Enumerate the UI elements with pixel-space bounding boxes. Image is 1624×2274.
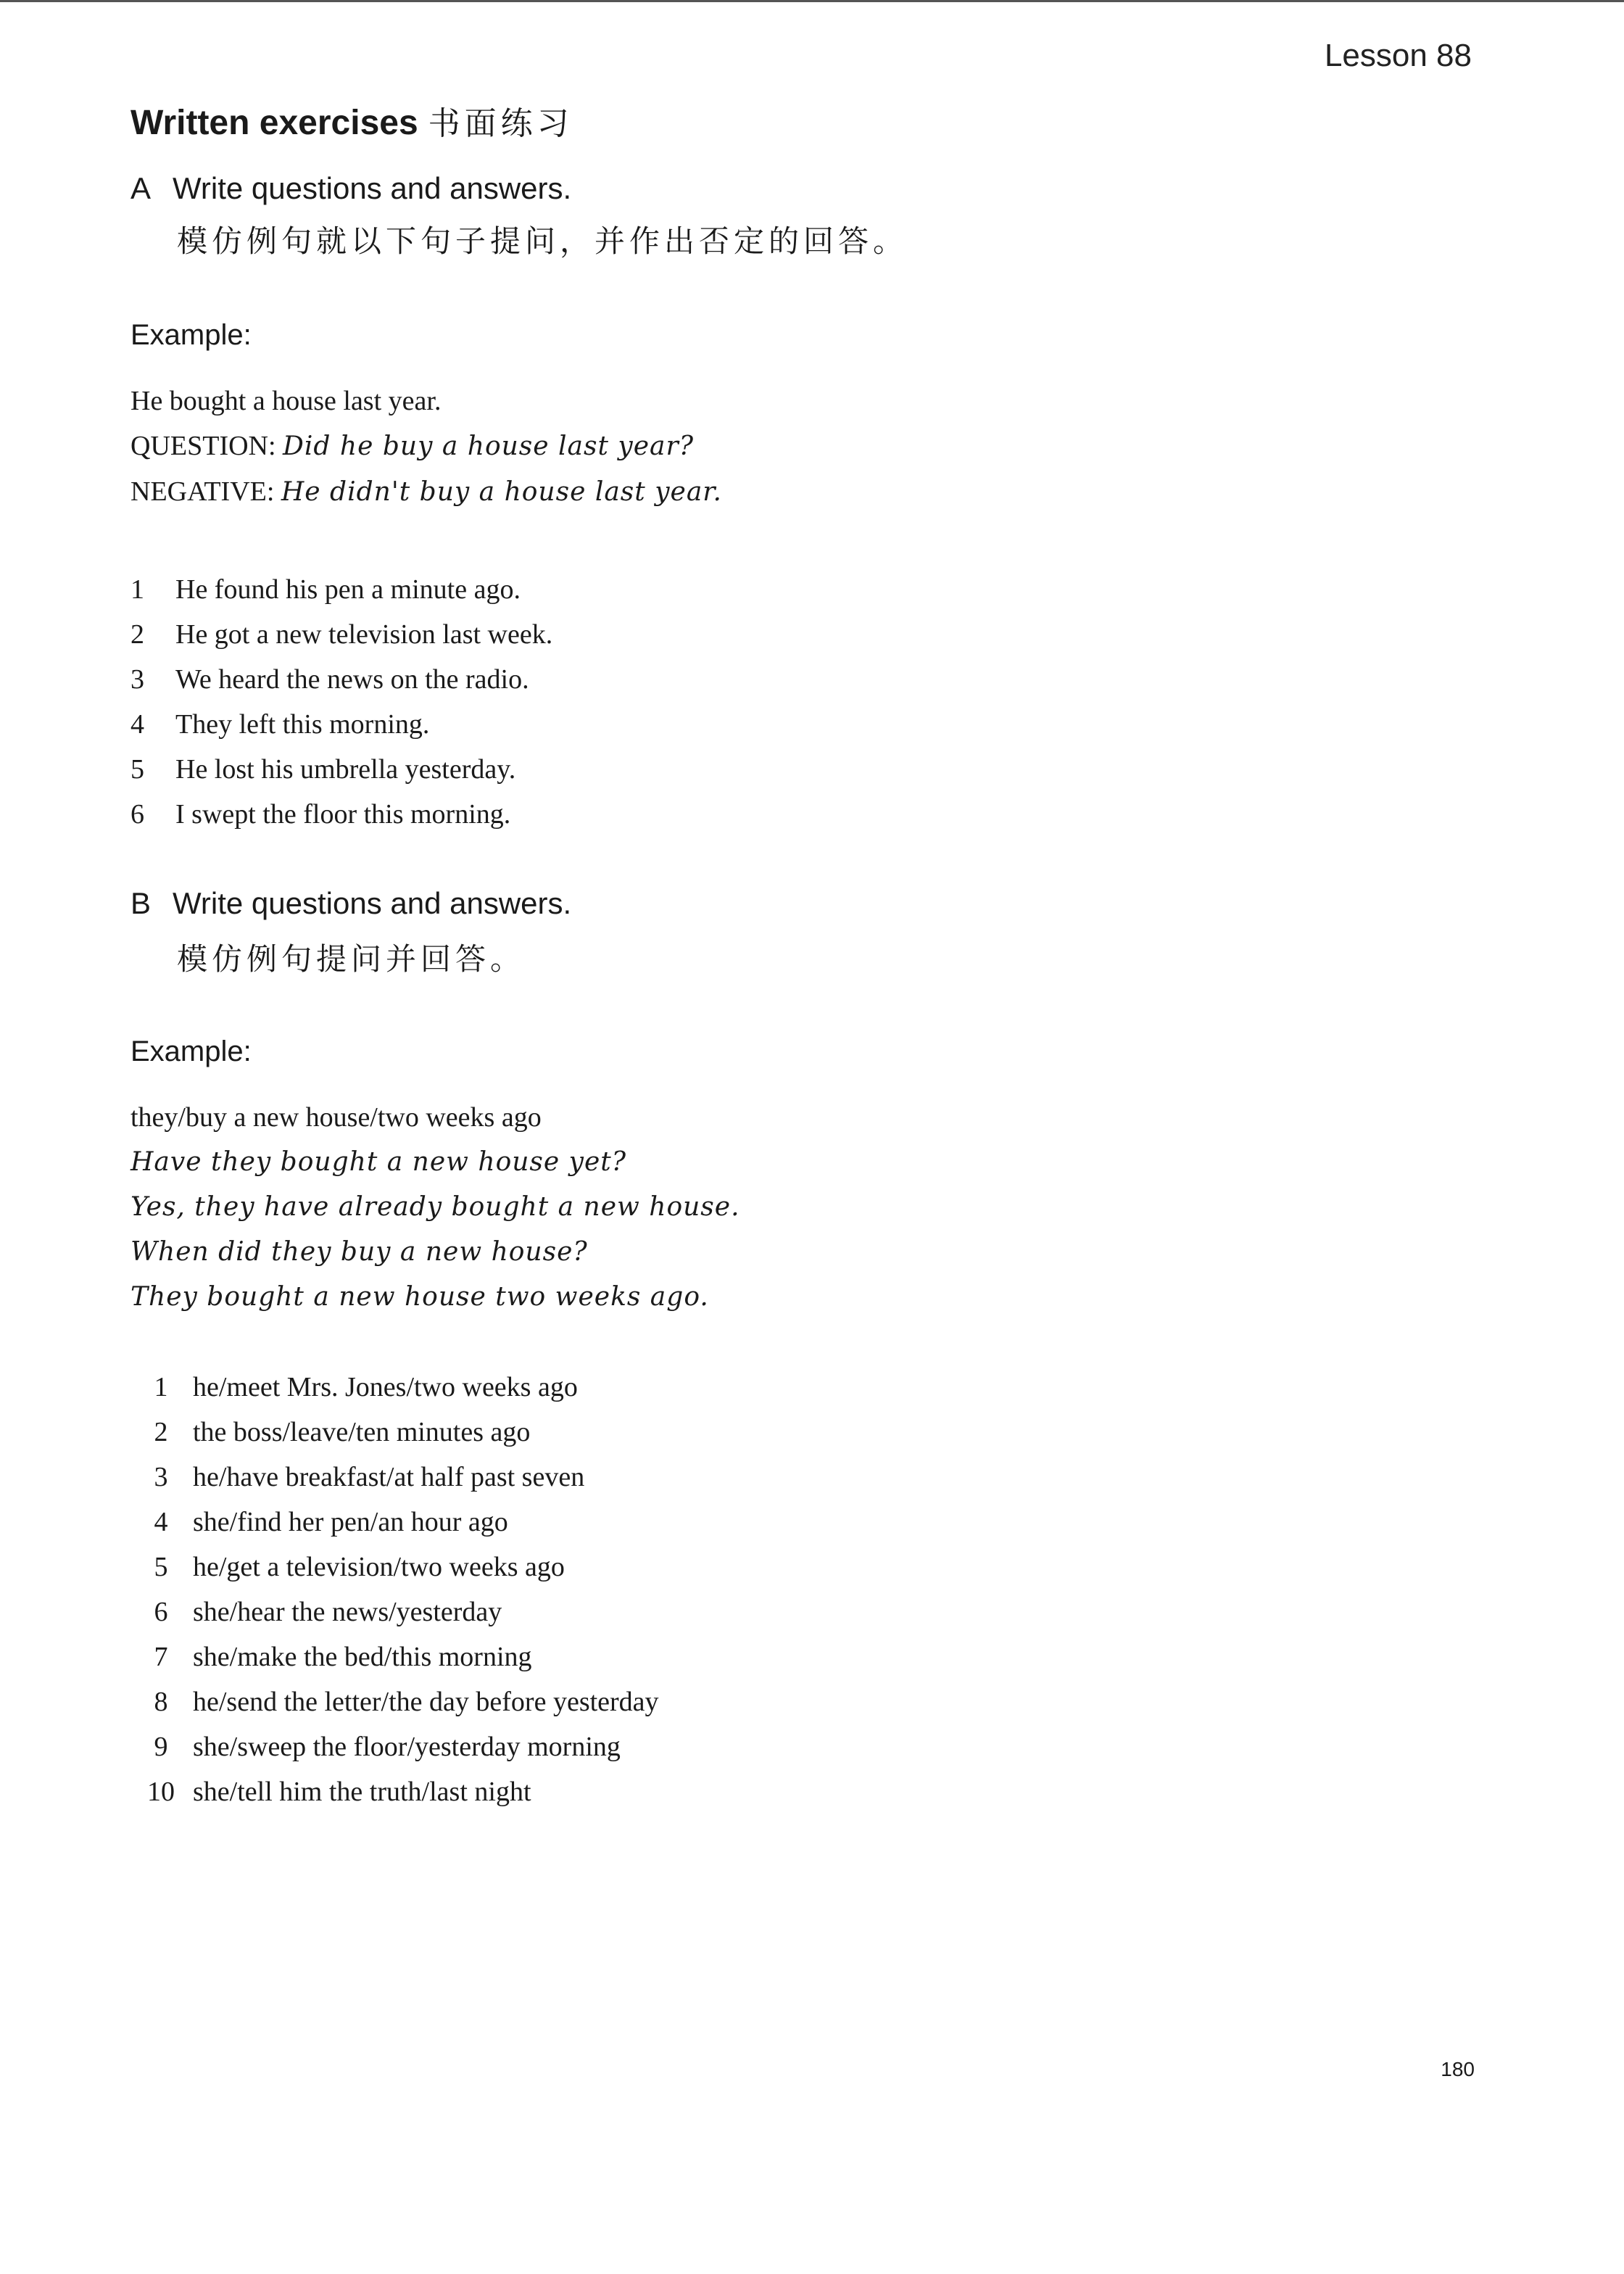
- section-a-instruction: Write questions and answers.: [173, 171, 572, 205]
- section-b-title: [130, 886, 571, 921]
- list-item: 10 she/tell him the truth/last night: [147, 1777, 531, 1807]
- example-handwritten-line-3: When did they buy a new house?: [130, 1237, 588, 1267]
- list-item: 2 He got a new television last week.: [130, 619, 553, 650]
- list-item: 5 He lost his umbrella yesterday.: [130, 754, 516, 785]
- section-a-example: [130, 379, 722, 515]
- section-b-list: [129, 1365, 659, 1814]
- list-item: 8 he/send the letter/the day before yesterday: [154, 1687, 659, 1717]
- list-item: 2 the boss/leave/ten minutes ago: [154, 1417, 531, 1447]
- section-a-list: [128, 567, 552, 837]
- lesson-label: Lesson 88: [1324, 38, 1472, 73]
- list-item: 4 she/find her pen/an hour ago: [154, 1507, 508, 1537]
- heading-chinese: 书面练习: [428, 105, 573, 142]
- list-item: 6 I swept the floor this morning.: [130, 799, 511, 830]
- example-handwritten-line-2: Yes, they have already bought a new house.: [130, 1192, 740, 1222]
- list-item: 1 he/meet Mrs. Jones/two weeks ago: [154, 1372, 578, 1402]
- heading-english: Written exercises: [130, 104, 418, 142]
- example-negative-line: [130, 469, 722, 515]
- section-a-example-label: Example:: [130, 319, 252, 351]
- example-handwritten-line-1: Have they bought a new house yet?: [130, 1147, 627, 1177]
- list-item: 6 she/hear the news/yesterday: [154, 1597, 502, 1627]
- section-b-instruction-chinese: 模仿例句提问并回答。: [177, 941, 526, 977]
- list-item: 5 he/get a television/two weeks ago: [154, 1552, 565, 1582]
- question-label: QUESTION:: [130, 431, 276, 461]
- page-heading: [130, 97, 573, 144]
- list-item: 3 he/have breakfast/at half past seven: [154, 1462, 585, 1492]
- example-handwritten-line-4: They bought a new house two weeks ago.: [130, 1282, 709, 1312]
- example-prompt: they/buy a new house/two weeks ago: [130, 1102, 542, 1133]
- list-item: 4 They left this morning.: [130, 709, 430, 740]
- list-item: 1 He found his pen a minute ago.: [130, 574, 521, 605]
- list-item: 9 she/sweep the floor/yesterday morning: [154, 1732, 621, 1762]
- question-handwritten: Did he buy a house last year?: [283, 431, 695, 461]
- list-item: 7 she/make the bed/this morning: [154, 1642, 532, 1672]
- negative-label: NEGATIVE:: [130, 476, 275, 507]
- list-item: 3 We heard the news on the radio.: [130, 664, 529, 695]
- section-b-instruction: Write questions and answers.: [173, 886, 572, 920]
- section-a-letter: A: [130, 171, 152, 205]
- section-a-instruction-chinese: 模仿例句就以下句子提问，并作出否定的回答。: [177, 223, 908, 259]
- page-number: 180: [1441, 2058, 1475, 2080]
- section-b-example-label: Example:: [130, 1035, 252, 1067]
- section-b-letter: B: [130, 886, 152, 920]
- example-sentence: He bought a house last year.: [130, 386, 442, 416]
- section-b-example: [130, 1095, 740, 1320]
- negative-handwritten: He didn't buy a house last year.: [281, 477, 722, 507]
- section-a-title: [130, 171, 571, 206]
- top-border: [0, 0, 1624, 2]
- example-question-line: [130, 423, 722, 469]
